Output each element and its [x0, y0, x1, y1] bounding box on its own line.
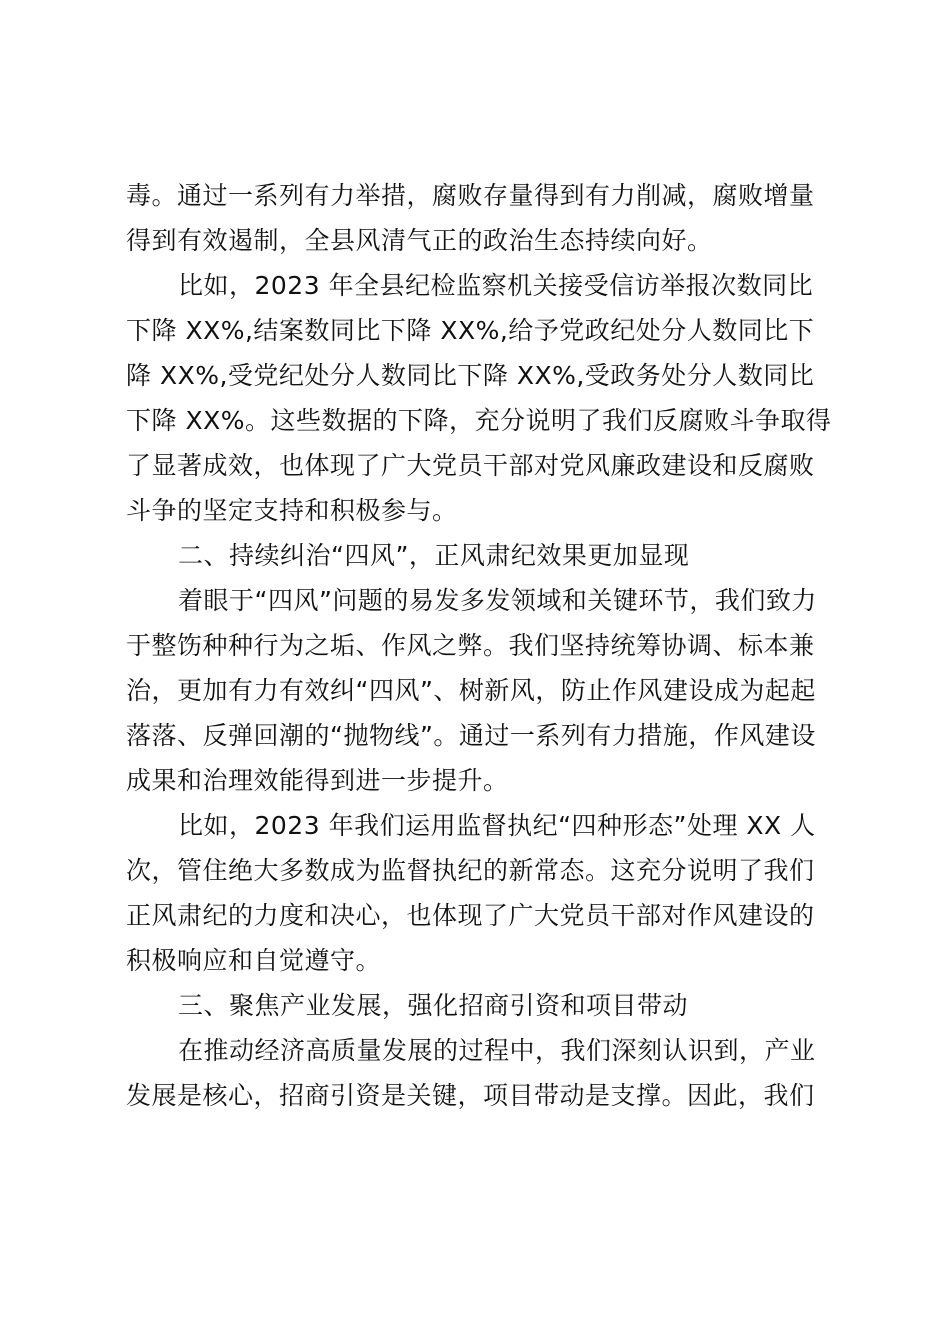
- paragraph-line: 比如，2023 年我们运用监督执纪“四种形态”处理 XX 人: [178, 811, 816, 840]
- paragraph-line: 着眼于“四风”问题的易发多发领域和关键环节，我们致力: [178, 586, 817, 615]
- section-heading: 二、持续纠治“四风”，正风肃纪效果更加显现: [178, 541, 690, 570]
- paragraph-line: 降 XX%,受党纪处分人数同比下降 XX%,受政务处分人数同比: [126, 361, 815, 390]
- paragraph-line: 次，管住绝大多数成为监督执纪的新常态。这充分说明了我们: [126, 856, 815, 885]
- paragraph-line: 积极响应和自觉遵守。: [126, 946, 382, 975]
- paragraph-line: 了显著成效，也体现了广大党员干部对党风廉政建设和反腐败: [126, 451, 815, 480]
- paragraph-line: 落落、反弹回潮的“抛物线”。通过一系列有力措施，作风建设: [126, 721, 816, 750]
- paragraph-line: 正风肃纪的力度和决心，也体现了广大党员干部对作风建设的: [126, 901, 815, 930]
- paragraph-line: 得到有效遏制，全县风清气正的政治生态持续向好。: [126, 226, 713, 255]
- paragraph-line: 治，更加有力有效纠“四风”、树新风，防止作风建设成为起起: [126, 676, 816, 705]
- paragraph-line: 于整饬种种行为之垢、作风之弊。我们坚持统筹协调、标本兼: [126, 631, 815, 660]
- paragraph-line: 在推动经济高质量发展的过程中，我们深刻认识到，产业: [178, 1036, 816, 1065]
- paragraph-line: 下降 XX%,结案数同比下降 XX%,给予党政纪处分人数同比下: [126, 316, 815, 345]
- paragraph-line: 成果和治理效能得到进一步提升。: [126, 766, 509, 795]
- section-heading: 三、聚焦产业发展，强化招商引资和项目带动: [178, 991, 689, 1020]
- paragraph-line: 斗争的坚定支持和积极参与。: [126, 496, 458, 525]
- paragraph-line: 下降 XX%。这些数据的下降，充分说明了我们反腐败斗争取得: [126, 406, 832, 435]
- paragraph-line: 发展是核心，招商引资是关键，项目带动是支撑。因此，我们: [126, 1081, 815, 1110]
- paragraph-line: 毒。通过一系列有力举措，腐败存量得到有力削减，腐败增量: [126, 181, 815, 210]
- paragraph-line: 比如，2023 年全县纪检监察机关接受信访举报次数同比: [178, 271, 814, 300]
